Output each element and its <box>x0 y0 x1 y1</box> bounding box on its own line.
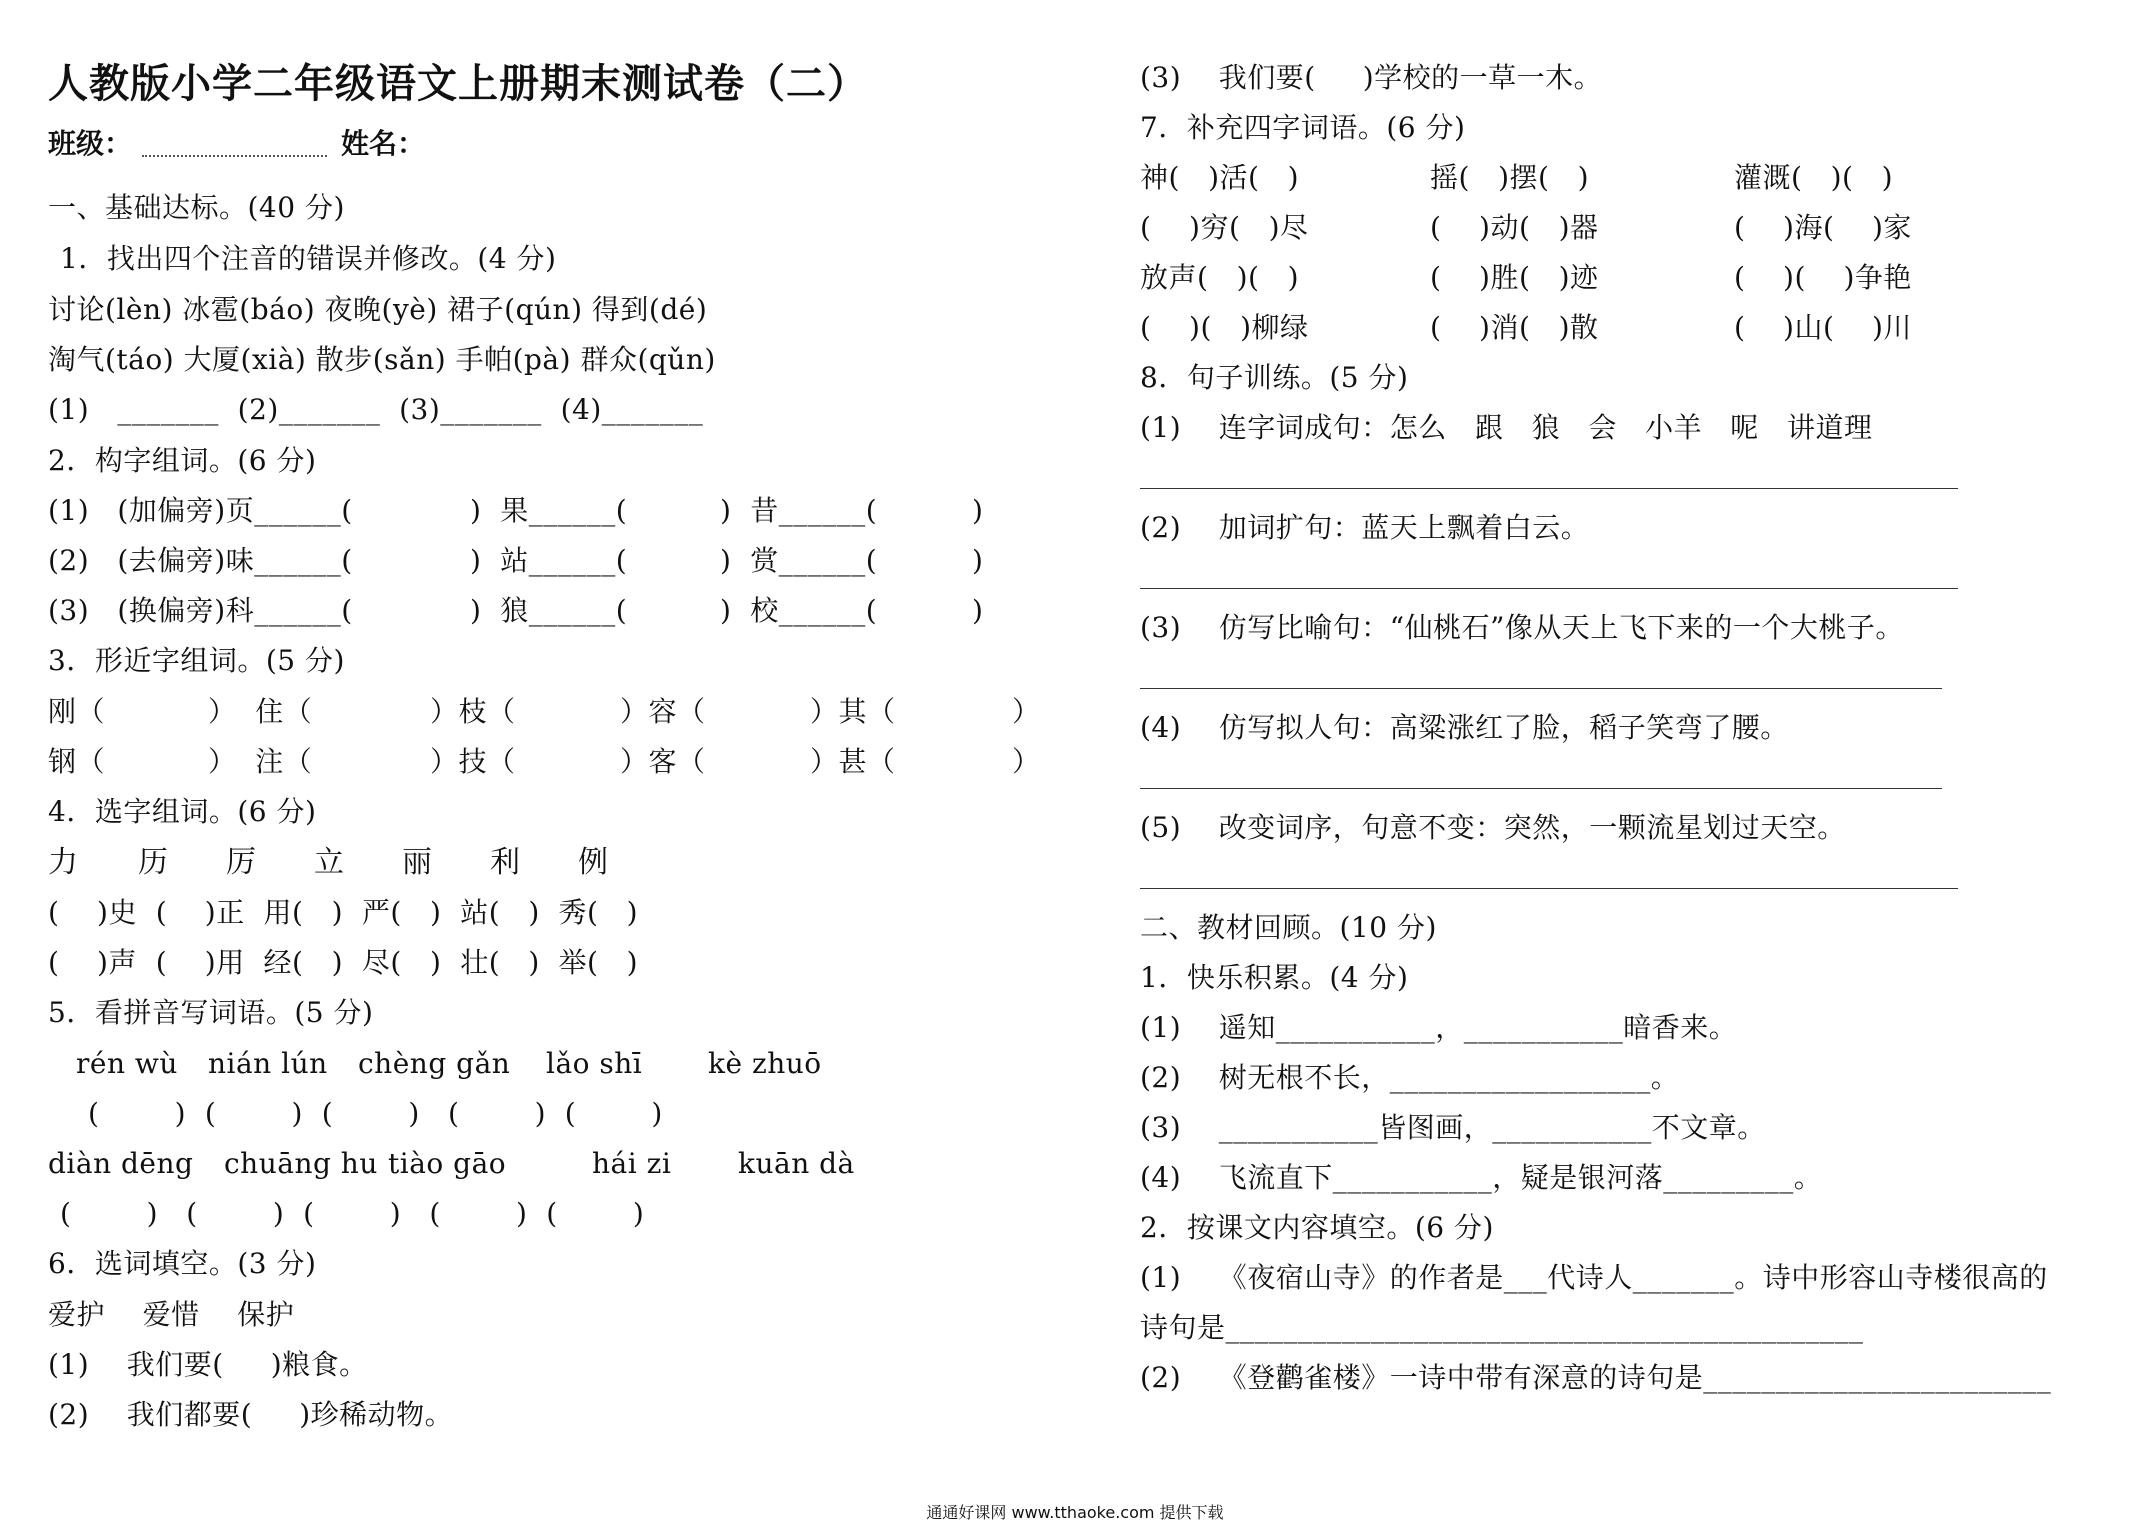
q3-r1-c3: ）枝（ <box>430 695 516 728</box>
q1-line-2: 淘气(táo) 大厦(xià) 散步(sǎn) 手帕(pà) 群众(qǔn) <box>48 343 716 376</box>
q4-char: 力 <box>48 845 79 880</box>
q1-line-1: 讨论(lèn) 冰雹(báo) 夜晚(yè) 裙子(qún) 得到(dé) <box>48 293 708 326</box>
q7-row-1[interactable] <box>1140 158 2140 198</box>
question-1-heading: 1．找出四个注音的错误并修改。(4 分) <box>60 242 557 275</box>
q7-cell: 摇( )摆( ) <box>1430 161 1590 194</box>
q7-cell: ( )( )争艳 <box>1734 261 1912 294</box>
q8-item-2: (2) 加词扩句：蓝天上飘着白云。 <box>1140 511 1590 544</box>
page-title: 人教版小学二年级语文上册期末测试卷（二） <box>48 61 868 107</box>
q4-row-2[interactable]: ( )声 ( )用 经( ) 尽( ) 壮( ) 举( ) <box>48 946 639 979</box>
question-3-heading: 3．形近字组词。(5 分) <box>48 644 345 677</box>
q2-r1-b: ) 果______( <box>470 494 628 527</box>
q8-answer-line-4[interactable] <box>1140 788 1942 789</box>
q7-cell: 灌溉( )( ) <box>1734 161 1894 194</box>
question-2-heading: 2．构字组词。(6 分) <box>48 444 317 477</box>
review-1-item-1[interactable]: (1) 遥知___________，___________暗香来。 <box>1140 1011 1738 1044</box>
review-2-heading: 2．按课文内容填空。(6 分) <box>1140 1211 1494 1244</box>
question-7-heading: 7．补充四字词语。(6 分) <box>1140 111 1466 144</box>
q6-word-bank: 爱护 爱惜 保护 <box>48 1298 295 1331</box>
q5-blanks-row-1[interactable]: ( ) ( ) ( ) ( ) ( ) <box>88 1097 663 1130</box>
review-2-item-1-cont[interactable]: 诗句是____________________________________________ <box>1140 1311 1864 1344</box>
q6-item-1[interactable]: (1) 我们要( )粮食。 <box>48 1348 368 1381</box>
q3-r1-c6: ） <box>1012 695 1041 728</box>
q7-cell: ( )动( )器 <box>1430 211 1599 244</box>
q3-r2-c4: ）客（ <box>620 745 706 778</box>
q2-r1-d: ) <box>972 494 984 527</box>
q2-r2-d: ) <box>972 544 984 577</box>
q5-pinyin: chuāng hu <box>224 1147 378 1180</box>
q6-item-2[interactable]: (2) 我们都要( )珍稀动物。 <box>48 1398 454 1431</box>
q3-r2-c6: ） <box>1012 745 1041 778</box>
q2-r2-c: ) 赏______( <box>720 544 878 577</box>
q7-cell: ( )海( )家 <box>1734 211 1912 244</box>
q8-item-3: (3) 仿写比喻句：“仙桃石”像从天上飞下来的一个大桃子。 <box>1140 611 1904 644</box>
q4-char: 历 <box>138 845 169 880</box>
q2-r3-a: (3) (换偏旁)科______( <box>48 594 353 627</box>
q8-answer-line-1[interactable] <box>1140 488 1958 489</box>
review-1-item-4[interactable]: (4) 飞流直下___________，疑是银河落_________。 <box>1140 1161 1823 1194</box>
q2-row-1[interactable] <box>48 491 1098 531</box>
question-5-heading: 5．看拼音写词语。(5 分) <box>48 996 374 1029</box>
question-4-heading: 4．选字组词。(6 分) <box>48 795 317 828</box>
q2-r2-a: (2) (去偏旁)味______( <box>48 544 353 577</box>
q7-cell: ( )消( )散 <box>1430 311 1599 344</box>
q7-cell: ( )山( )川 <box>1734 311 1912 344</box>
q4-char: 例 <box>578 845 609 880</box>
q7-cell: ( )( )柳绿 <box>1140 311 1309 344</box>
q5-pinyin-row-1 <box>48 1044 1098 1084</box>
q2-row-3[interactable] <box>48 591 1098 631</box>
review-1-item-3[interactable]: (3) ___________皆图画，___________不文章。 <box>1140 1111 1766 1144</box>
q7-cell: ( )胜( )迹 <box>1430 261 1599 294</box>
q5-pinyin: nián lún <box>208 1047 328 1080</box>
q5-pinyin: lǎo shī <box>546 1047 643 1080</box>
q3-row-1[interactable] <box>48 692 1098 732</box>
question-8-heading: 8．句子训练。(5 分) <box>1140 361 1409 394</box>
q3-r2-c1: 钢（ <box>48 745 106 778</box>
section-2-heading: 二、教材回顾。(10 分) <box>1140 911 1437 944</box>
q4-char: 立 <box>314 845 345 880</box>
q7-row-4[interactable] <box>1140 308 2140 348</box>
q2-r2-b: ) 站______( <box>470 544 628 577</box>
q7-row-3[interactable] <box>1140 258 2140 298</box>
q5-pinyin: diàn dēng <box>48 1147 194 1180</box>
q5-pinyin: kè zhuō <box>708 1047 822 1080</box>
q4-char-bank <box>48 843 1098 883</box>
q6-item-3[interactable]: (3) 我们要( )学校的一草一木。 <box>1140 61 1603 94</box>
q7-cell: 放声( )( ) <box>1140 261 1300 294</box>
section-1-heading: 一、基础达标。(40 分) <box>48 191 345 224</box>
q4-char: 丽 <box>402 845 433 880</box>
q4-char: 利 <box>490 845 521 880</box>
q5-pinyin: kuān dà <box>738 1147 855 1180</box>
q7-row-2[interactable] <box>1140 208 2140 248</box>
q1-answer-blanks[interactable]: (1) _______ (2)_______ (3)_______ (4)_______ <box>48 393 704 426</box>
q3-row-2[interactable] <box>48 742 1098 782</box>
q8-answer-line-5[interactable] <box>1140 888 1958 889</box>
q2-r3-c: ) 校______( <box>720 594 878 627</box>
review-2-item-2[interactable]: (2) 《登鹳雀楼》一诗中带有深意的诗句是________________________ <box>1140 1361 2052 1394</box>
q7-cell: 神( )活( ) <box>1140 161 1300 194</box>
class-label: 班级： <box>48 127 133 160</box>
name-label: 姓名： <box>341 127 426 160</box>
class-name-row <box>48 124 425 164</box>
q5-pinyin: chèng gǎn <box>358 1047 511 1080</box>
q2-r3-b: ) 狼______( <box>470 594 628 627</box>
q7-cell: ( )穷( )尽 <box>1140 211 1309 244</box>
q3-r1-c5: ）其（ <box>810 695 896 728</box>
q3-r2-c2: ） 注（ <box>208 745 313 778</box>
q3-r2-c5: ）甚（ <box>810 745 896 778</box>
q8-item-4: (4) 仿写拟人句：高粱涨红了脸，稻子笑弯了腰。 <box>1140 711 1789 744</box>
q5-pinyin-row-2 <box>48 1144 1098 1184</box>
q8-answer-line-2[interactable] <box>1140 588 1958 589</box>
q8-item-1: (1) 连字词成句：怎么 跟 狼 会 小羊 呢 讲道理 <box>1140 411 1873 444</box>
q4-char: 厉 <box>226 845 257 880</box>
q8-item-5: (5) 改变词序，句意不变：突然，一颗流星划过天空。 <box>1140 811 1846 844</box>
q2-r1-a: (1) (加偏旁)页______( <box>48 494 353 527</box>
q3-r1-c4: ）容（ <box>620 695 706 728</box>
q2-row-2[interactable] <box>48 541 1098 581</box>
q3-r1-c1: 刚（ <box>48 695 106 728</box>
q5-pinyin: tiào gāo <box>388 1147 507 1180</box>
q2-r3-d: ) <box>972 594 984 627</box>
class-blank[interactable] <box>142 133 327 157</box>
q8-answer-line-3[interactable] <box>1140 688 1942 689</box>
q5-blanks-row-2[interactable]: ( ) ( ) ( ) ( ) ( ) <box>60 1197 645 1230</box>
review-1-heading: 1．快乐积累。(4 分) <box>1140 961 1409 994</box>
q5-pinyin: hái zi <box>592 1147 672 1180</box>
footer-source: 通通好课网 www.tthaoke.com 提供下载 <box>926 1503 1224 1522</box>
q3-r1-c2: ） 住（ <box>208 695 313 728</box>
q2-r1-c: ) 昔______( <box>720 494 878 527</box>
q4-row-1[interactable]: ( )史 ( )正 用( ) 严( ) 站( ) 秀( ) <box>48 896 639 929</box>
q3-r2-c3: ）技（ <box>430 745 516 778</box>
question-6-heading: 6．选词填空。(3 分) <box>48 1247 317 1280</box>
review-1-item-2[interactable]: (2) 树无根不长，__________________。 <box>1140 1061 1680 1094</box>
review-2-item-1[interactable]: (1) 《夜宿山寺》的作者是___代诗人_______。诗中形容山寺楼很高的 <box>1140 1261 2048 1294</box>
q5-pinyin: rén wù <box>76 1047 178 1080</box>
